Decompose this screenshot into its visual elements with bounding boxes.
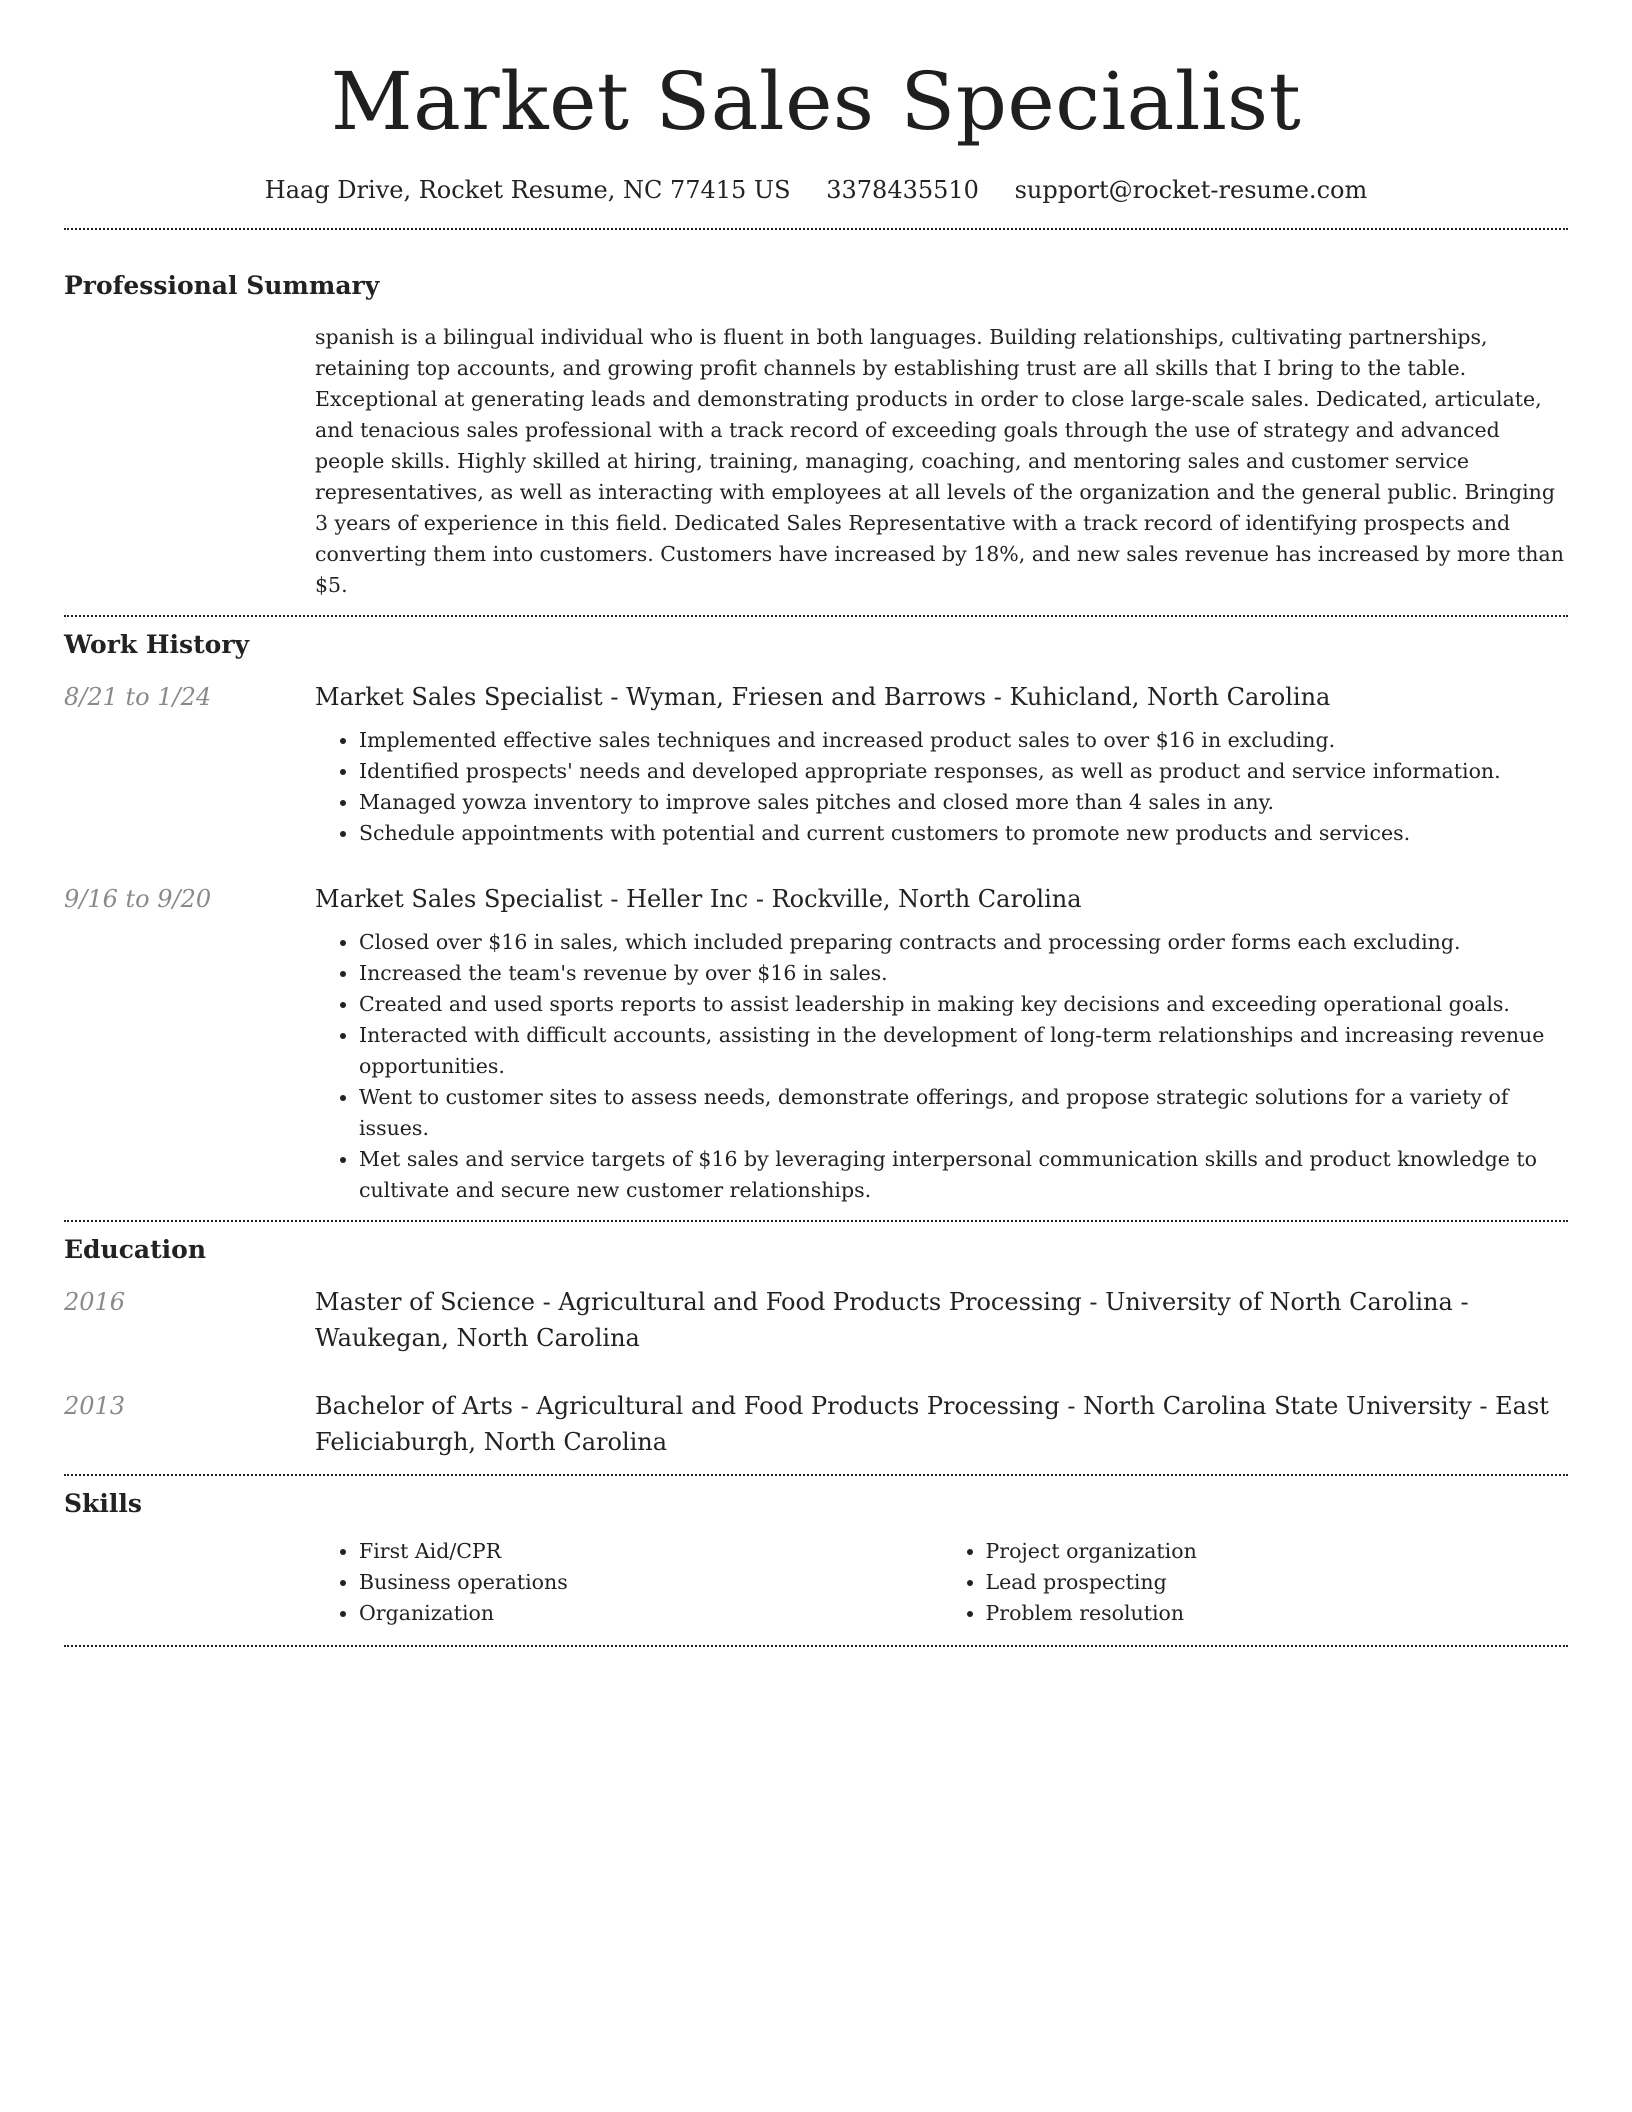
job-bullet: • Managed yowza inventory to improve sales pitches and closed more than 4 sales in any. <box>359 787 1568 818</box>
education-entry <box>64 1284 1568 1356</box>
education-details: - University of North Carolina - Waukegan, North Carolina <box>315 1288 1469 1352</box>
job-bullet: • Implemented effective sales techniques and increased product sales to over $16 in excluding. <box>359 725 1568 756</box>
skills-spacer <box>64 1536 315 1629</box>
education-heading <box>315 1284 1568 1356</box>
job-heading <box>315 679 1568 715</box>
skills-grid <box>315 1536 1568 1629</box>
job-bullets <box>315 725 1568 849</box>
section-title-work: Work History <box>64 630 250 659</box>
job-dates: 9/16 to 9/20 <box>64 885 212 913</box>
contact-email: support@rocket-resume.com <box>1014 176 1368 204</box>
job-bullet: • Identified prospects' needs and developed appropriate responses, as well as product and service information. <box>359 756 1568 787</box>
resume-page <box>64 0 1568 1647</box>
job-bullet: • Increased the team's revenue by over $16 in sales. <box>359 958 1568 989</box>
job-entry <box>64 679 1568 849</box>
skills-list-left <box>315 1536 942 1629</box>
job-heading <box>315 881 1568 917</box>
job-bullet: • Closed over $16 in sales, which included preparing contracts and processing order forms each excluding. <box>359 927 1568 958</box>
divider <box>64 1220 1568 1222</box>
job-bullet: • Created and used sports reports to assist leadership in making key decisions and exceeding operational goals. <box>359 989 1568 1020</box>
education-year: 2016 <box>64 1288 126 1316</box>
resume-name: Market Sales Specialist <box>330 55 1302 148</box>
skill-item: • Project organization <box>986 1536 1569 1567</box>
education-heading <box>315 1388 1568 1460</box>
summary-spacer <box>64 322 315 601</box>
section-title-skills: Skills <box>64 1489 142 1518</box>
skills-list-right <box>942 1536 1569 1629</box>
skill-item: • Lead prospecting <box>986 1567 1569 1598</box>
skill-item: • Organization <box>359 1598 942 1629</box>
job-bullet: • Went to customer sites to assess needs, demonstrate offerings, and propose strategic solutions for a variety of issues. <box>359 1082 1568 1144</box>
job-bullet: • Schedule appointments with potential and current customers to promote new products and services. <box>359 818 1568 849</box>
job-details: - Heller Inc - Rockville, North Carolina <box>602 885 1082 913</box>
divider <box>64 615 1568 617</box>
job-details: - Wyman, Friesen and Barrows - Kuhicland, North Carolina <box>602 683 1331 711</box>
job-bullet: • Met sales and service targets of $16 by leveraging interpersonal communication skills and product knowledge to cultivate and secure new customer relationships. <box>359 1144 1568 1206</box>
divider <box>64 1645 1568 1647</box>
contact-address: Haag Drive, Rocket Resume, NC 77415 US <box>264 176 791 204</box>
job-bullet: • Interacted with difficult accounts, assisting in the development of long-term relationships and increasing revenue opportunities. <box>359 1020 1568 1082</box>
job-bullets <box>315 927 1568 1206</box>
contact-line <box>64 174 1568 206</box>
contact-phone: 3378435510 <box>826 176 979 204</box>
skills-row <box>64 1536 1568 1629</box>
skill-item: • Business operations <box>359 1567 942 1598</box>
education-year: 2013 <box>64 1392 126 1420</box>
education-details: - North Carolina State University - East Feliciaburgh, North Carolina <box>315 1392 1549 1456</box>
section-title-summary: Professional Summary <box>64 271 380 300</box>
job-dates: 8/21 to 1/24 <box>64 683 212 711</box>
skill-item: • First Aid/CPR <box>359 1536 942 1567</box>
skill-item: • Problem resolution <box>986 1598 1569 1629</box>
education-degree: Bachelor of Arts - Agricultural and Food Products Processing <box>315 1392 1060 1420</box>
divider <box>64 1474 1568 1476</box>
education-degree: Master of Science - Agricultural and Food Products Processing <box>315 1288 1082 1316</box>
summary-text: spanish is a bilingual individual who is fluent in both languages. Building relationships, cultivating partnerships, retaining top accounts, and growing profit channels by establishing trust are all skills that I bring to the table. Exceptional at generating leads and demonstrating products in order to close large-scale sales. Dedicated, articulate, and tenacious sales professional with a track record of exceeding goals through the use of strategy and advanced people skills. Highly skilled at hiring, training, managing, coaching, and mentoring sales and customer service representatives, as well as interacting with employees at all levels of the organization and the general public. Bringing 3 years of experience in this field. Dedicated Sales Representative with a track record of identifying prospects and converting them into customers. Customers have increased by 18%, and new sales revenue has increased by more than $5. <box>315 325 1564 597</box>
job-entry <box>64 881 1568 1206</box>
divider <box>64 228 1568 230</box>
summary-row <box>64 322 1568 601</box>
job-role: Market Sales Specialist <box>315 885 603 913</box>
job-role: Market Sales Specialist <box>315 683 603 711</box>
section-title-education: Education <box>64 1235 207 1264</box>
education-entry <box>64 1388 1568 1460</box>
